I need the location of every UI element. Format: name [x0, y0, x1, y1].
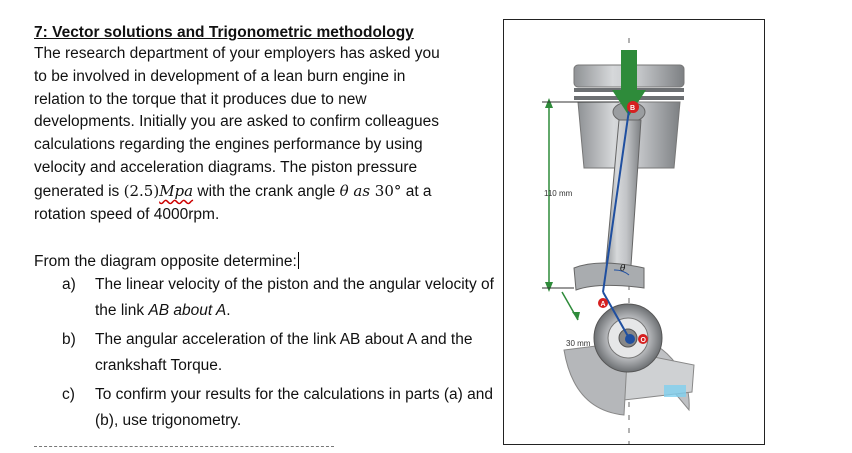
problem-paragraph [34, 43, 504, 226]
piston-crank-figure [503, 19, 765, 445]
angle-suffix: at a [401, 182, 432, 200]
question-list [62, 272, 502, 437]
svg-text:B: B [630, 105, 636, 112]
text-cursor [298, 252, 299, 269]
question-marker: c) [62, 386, 75, 403]
question-item [62, 272, 502, 323]
dimension-rod-label: 110 mm [544, 189, 573, 198]
speed-line: rotation speed of 4000rpm. [34, 205, 220, 223]
theta-symbol: θ [339, 181, 349, 200]
cyan-marker [664, 385, 686, 397]
pressure-prefix: generated is [34, 182, 124, 200]
svg-text:O: O [640, 337, 646, 344]
paragraph-line: velocity and acceleration diagrams. The piston pressure [34, 158, 418, 176]
angle-as: as [348, 181, 375, 200]
paragraph-line: The research department of your employers has asked you [34, 45, 440, 62]
question-marker: b) [62, 331, 76, 348]
point-b [627, 101, 639, 113]
question-marker: a) [62, 276, 76, 293]
point-a [598, 298, 608, 308]
paragraph-line: to be involved in development of a lean burn engine in [34, 67, 406, 85]
angle-value: 30° [374, 181, 402, 200]
dimension-crank-label: 30 mm [566, 339, 591, 348]
question-text: The linear velocity of the piston and the angular velocity of the link AB about A. [95, 276, 494, 319]
pressure-unit: Mpa [159, 181, 194, 200]
question-item [62, 327, 502, 378]
pressure-value: (2.5) [123, 181, 160, 200]
svg-text:A: A [600, 301, 606, 308]
crankshaft-image [564, 304, 694, 415]
theta-label: θ [620, 264, 626, 274]
paragraph-line: calculations regarding the engines performance by using [34, 136, 423, 154]
question-item [62, 382, 502, 433]
angle-text: with the crank angle [193, 182, 340, 200]
paragraph-line: relation to the torque that it produces due to new [34, 90, 367, 108]
problem-statement [34, 22, 504, 226]
questions-intro: From the diagram opposite determine: [34, 253, 297, 270]
question-text: The angular acceleration of the link AB about A and the crankshaft Torque. [95, 331, 473, 374]
piston-crank-diagram [504, 20, 764, 444]
dimension-crank-length [562, 292, 591, 348]
section-title: 7: Vector solutions and Trigonometric methodology [34, 24, 414, 41]
paragraph-line: developments. Initially you are asked to confirm colleagues [34, 113, 439, 131]
question-text: To confirm your results for the calculations in parts (a) and (b), use trigonometry. [95, 386, 494, 429]
